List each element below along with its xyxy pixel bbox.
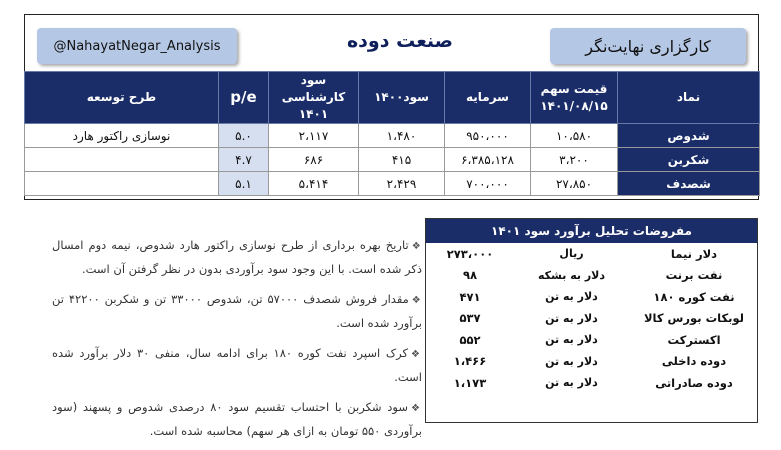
assumption-unit: دلار به تن [545, 354, 598, 368]
assumption-value: ۹۸ [462, 268, 478, 283]
cell-plan [25, 172, 219, 196]
assumption-name: دوده صادراتی [655, 375, 733, 390]
assumptions-table [426, 243, 759, 394]
assumptions-panel [425, 218, 758, 423]
cell-pe: ۵.۰ [219, 124, 269, 148]
cell-symbol: شصدف [618, 172, 760, 196]
assumption-row [426, 351, 759, 373]
cell-price: ۱۰،۵۸۰ [531, 124, 618, 148]
note-text: کرک اسپرد نفت کوره ۱۸۰ برای ادامه سال، منفی ۳۰ دلار برآورد شده است. [52, 346, 422, 384]
cell-symbol: شدوص [618, 124, 760, 148]
assumption-value: ۱،۱۷۳ [453, 375, 487, 390]
col-header-price [531, 72, 618, 124]
assumption-row [426, 329, 759, 351]
col-header-expert-line1: سود [300, 73, 327, 87]
assumption-unit: دلار به تن [545, 333, 598, 347]
note-text: سود شکربن با احتساب تقسیم سود ۸۰ درصدی شدوص و پسهند (سود برآوردی ۵۵۰ تومان به ازای هر سهم) محاسبه شده است. [52, 400, 422, 438]
cell-capital: ۷۰۰،۰۰۰ [445, 172, 531, 196]
cell-expert-profit: ۶۸۶ [269, 148, 359, 172]
col-header-profit1400: سود۱۴۰۰ [359, 72, 445, 124]
table-row [25, 148, 760, 172]
bullet-icon: ❖ [411, 295, 422, 306]
assumption-name: لوبکات بورس کالا [643, 311, 744, 326]
assumption-value: ۴۷۱ [459, 289, 481, 304]
bullet-icon: ❖ [411, 349, 422, 360]
cell-pe: ۴.۷ [219, 148, 269, 172]
assumption-name: اکسترکت [667, 332, 721, 347]
assumption-name: نفت کوره ۱۸۰ [653, 289, 735, 304]
note-item [52, 288, 422, 334]
note-item [52, 234, 422, 280]
col-header-capital: سرمایه [445, 72, 531, 124]
assumption-row [426, 372, 759, 394]
assumption-unit: دلار به تن [545, 311, 598, 325]
cell-expert-profit: ۲،۱۱۷ [269, 124, 359, 148]
cell-profit1400: ۴۱۵ [359, 148, 445, 172]
assumption-unit: ریال [559, 247, 584, 261]
assumption-value: ۵۳۷ [459, 311, 481, 326]
brokerage-name-badge: کارگزاری نهایت‌نگر [550, 28, 746, 64]
bullet-icon: ❖ [410, 403, 423, 414]
assumption-unit: دلار به تن [545, 290, 598, 304]
note-item [52, 396, 422, 442]
page-title: صنعت دوده [346, 30, 454, 52]
col-header-pe: p/e [219, 72, 269, 124]
assumption-row [426, 286, 759, 308]
cell-plan [25, 148, 219, 172]
bullet-icon: ❖ [411, 241, 422, 252]
industry-table [24, 71, 760, 196]
assumption-name: دلار نیما [670, 246, 718, 261]
assumption-value: ۵۵۲ [459, 332, 481, 347]
col-header-price-label: قیمت سهم [540, 81, 608, 96]
assumption-row [426, 243, 759, 265]
cell-capital: ۶،۳۸۵،۱۲۸ [445, 148, 531, 172]
note-text: مقدار فروش شصدف ۵۷۰۰۰ تن، شدوص ۳۳۰۰۰ تن و شکربن ۴۲۲۰۰ تن برآورد شده است. [52, 292, 422, 330]
assumption-name: نفت برنت [665, 268, 723, 283]
cell-capital: ۹۵۰،۰۰۰ [445, 124, 531, 148]
note-item [52, 342, 422, 388]
table-header-row [25, 72, 760, 124]
assumption-row [426, 308, 759, 330]
cell-price: ۲۷،۸۵۰ [531, 172, 618, 196]
assumption-unit: دلار به بشکه [537, 268, 606, 282]
assumption-value: ۲۷۳،۰۰۰ [446, 246, 494, 261]
cell-profit1400: ۱،۴۸۰ [359, 124, 445, 148]
assumption-unit: دلار به تن [545, 376, 598, 390]
assumptions-title: مفروضات تحلیل برآورد سود ۱۴۰۱ [426, 219, 757, 243]
note-text: تاریخ بهره برداری از طرح نوسازی راکتور هارد شدوص، نیمه دوم امسال ذکر شده است. با این وجود سود برآوردی بدون در نظر گرفتن آن است. [52, 238, 422, 276]
cell-expert-profit: ۵،۴۱۴ [269, 172, 359, 196]
notes-list [52, 234, 422, 450]
table-row [25, 172, 760, 196]
cell-pe: ۵.۱ [219, 172, 269, 196]
cell-symbol: شکربن [618, 148, 760, 172]
col-header-expert-profit [269, 72, 359, 124]
table-row [25, 124, 760, 148]
assumption-row [426, 265, 759, 287]
assumption-value: ۱،۴۶۶ [453, 354, 487, 369]
col-header-expert-line2: کارشناسی ۱۴۰۱ [281, 90, 346, 121]
col-header-price-date: ۱۴۰۱/۰۸/۱۵ [540, 98, 608, 113]
assumption-name: دوده داخلی [661, 354, 727, 369]
cell-plan: نوسازی راکتور هارد [25, 124, 219, 148]
channel-handle-badge: @NahayatNegar_Analysis [37, 28, 237, 64]
cell-profit1400: ۲،۴۲۹ [359, 172, 445, 196]
col-header-symbol: نماد [618, 72, 760, 124]
cell-price: ۳،۲۰۰ [531, 148, 618, 172]
col-header-plan: طرح توسعه [25, 72, 219, 124]
